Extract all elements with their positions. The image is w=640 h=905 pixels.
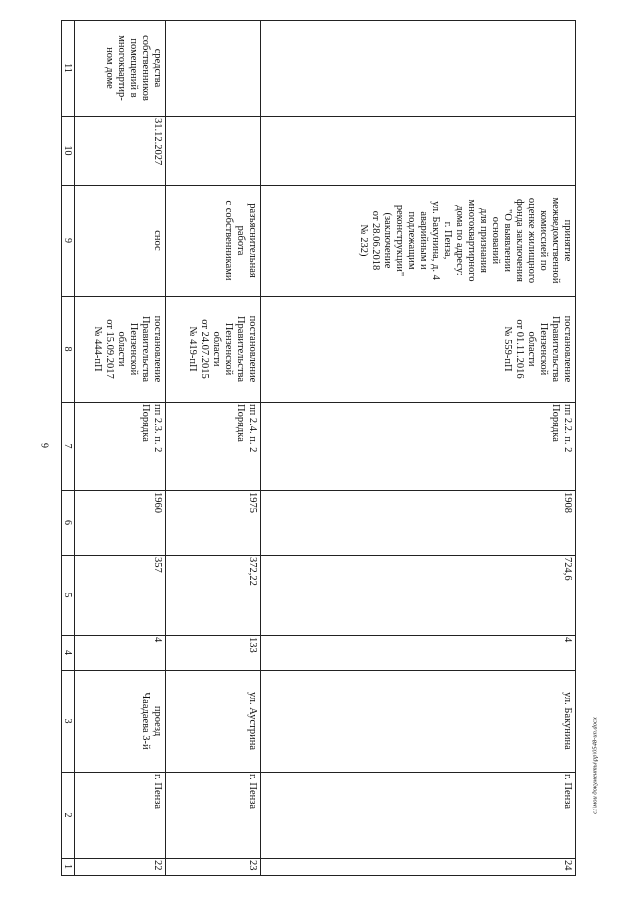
table-cell-col5 — [74, 555, 165, 635]
table-cell-col7 — [74, 402, 165, 490]
table-cell-text: принятие межведомственной комиссией по оценке жилищного фонда заключения "О выявлении оснований для признания многоквартирного дома по адресу: г. Пенза, ул. Бакунина, д. 4 аварийным и подлежащим реконструкции" (заключение от 28.06.2018 № 232) — [358, 197, 573, 284]
row-border — [575, 20, 576, 876]
table-cell-col3 — [165, 670, 260, 772]
table-cell-col1 — [74, 858, 165, 875]
table-cell-text: пп 2.2. п. 2 Порядка — [550, 404, 573, 453]
table-cell-col2 — [260, 772, 575, 858]
table-cell-text: 4 — [562, 637, 573, 643]
table-cell-col8 — [74, 296, 165, 402]
table-cell-col2 — [74, 772, 165, 858]
table-cell-text: г. Пенза — [562, 774, 573, 810]
table-cell-text: снос — [152, 230, 163, 251]
table-cell-text: 1975 — [247, 492, 258, 513]
column-number-text: 4 — [62, 650, 73, 655]
table-cell-text: ул. Аустрина — [247, 691, 258, 751]
table-cell-text: 372,22 — [247, 557, 258, 586]
table-cell-col4 — [165, 635, 260, 670]
table-cell-col3 — [260, 670, 575, 772]
table-cell-text: 24 — [562, 860, 573, 871]
column-number-text: 2 — [62, 812, 73, 818]
table-cell-text: пп 2.3. п. 2 Порядка — [140, 404, 163, 453]
table-cell-text: 23 — [247, 860, 258, 871]
table-cell-col10 — [74, 116, 165, 185]
table-cell-col1 — [165, 858, 260, 875]
table-cell-text: 1908 — [562, 492, 573, 513]
column-number-header — [61, 116, 74, 185]
table-cell-col6 — [74, 490, 165, 555]
table-cell-col10 — [260, 116, 575, 185]
file-path-text: с:\мои документы\pp\0548-ип.docx — [591, 717, 599, 814]
table-cell-col4 — [74, 635, 165, 670]
table-cell-col2 — [165, 772, 260, 858]
table-cell-text: средства собственников помещений в многоквартир- ном доме — [104, 35, 163, 101]
column-number-header — [61, 772, 74, 858]
column-number-text: 8 — [62, 346, 73, 352]
column-number-text: 11 — [62, 63, 73, 73]
table-cell-text: 1960 — [152, 492, 163, 513]
table-cell-text: 357 — [152, 557, 163, 573]
table-cell-col3 — [74, 670, 165, 772]
column-number-header — [61, 185, 74, 296]
table-cell-col11 — [260, 20, 575, 116]
table-cell-text: г. Пенза — [152, 774, 163, 810]
column-number-text: 7 — [62, 443, 73, 449]
table-cell-text: 4 — [152, 637, 163, 643]
table-cell-col9 — [74, 185, 165, 296]
table-cell-text: 31.12.2027 — [152, 118, 163, 166]
table-cell-col1 — [260, 858, 575, 875]
table-cell-col5 — [165, 555, 260, 635]
column-number-text: 3 — [62, 718, 73, 724]
table-cell-col8 — [165, 296, 260, 402]
column-number-header — [61, 20, 74, 116]
column-border — [61, 875, 575, 876]
table-cell-col7 — [260, 402, 575, 490]
table-cell-col6 — [165, 490, 260, 555]
column-number-header — [61, 490, 74, 555]
table-cell-text: проезд Чаадаева 3-й — [140, 692, 163, 750]
table-cell-text: г. Пенза — [247, 774, 258, 810]
file-path-footer — [589, 698, 601, 838]
table-cell-text: постановление Правительства Пензенской области от 24.07.2015 № 419-пП — [187, 315, 258, 383]
column-number-text: 10 — [62, 145, 73, 156]
table-cell-text: разъяснительная работа с собственниками — [223, 200, 258, 281]
column-number-header — [61, 402, 74, 490]
column-number-text: 5 — [62, 592, 73, 598]
table-cell-col8 — [260, 296, 575, 402]
table-cell-text: ул. Бакунина — [562, 692, 573, 750]
table-cell-col11 — [74, 20, 165, 116]
column-number-text: 6 — [62, 520, 73, 525]
page-number: 6 — [40, 443, 52, 448]
table-cell-text: 133 — [247, 637, 258, 653]
column-number-header — [61, 858, 74, 875]
table-cell-col11 — [165, 20, 260, 116]
table-cell-text: 22 — [152, 860, 163, 871]
column-number-text: 1 — [62, 864, 73, 869]
table-cell-col5 — [260, 555, 575, 635]
table-cell-col7 — [165, 402, 260, 490]
table-cell-col9 — [165, 185, 260, 296]
column-number-header — [61, 670, 74, 772]
table-cell-col9 — [260, 185, 575, 296]
table-cell-text: постановление Правительства Пензенской области от 15.09.2017 № 444-пП — [92, 315, 163, 383]
table-cell-text: пп 2.4. п. 2 Порядка — [235, 404, 258, 453]
table-cell-col6 — [260, 490, 575, 555]
table-cell-col4 — [260, 635, 575, 670]
column-number-header — [61, 635, 74, 670]
table-cell-text: 724,6 — [562, 557, 573, 581]
table-cell-col10 — [165, 116, 260, 185]
data-table — [61, 20, 575, 875]
table-cell-text: постановление Правительства Пензенской области от 01.11.2016 № 559-пП — [502, 315, 573, 383]
column-number-header — [61, 296, 74, 402]
column-number-text: 9 — [62, 238, 73, 243]
column-number-header — [61, 555, 74, 635]
